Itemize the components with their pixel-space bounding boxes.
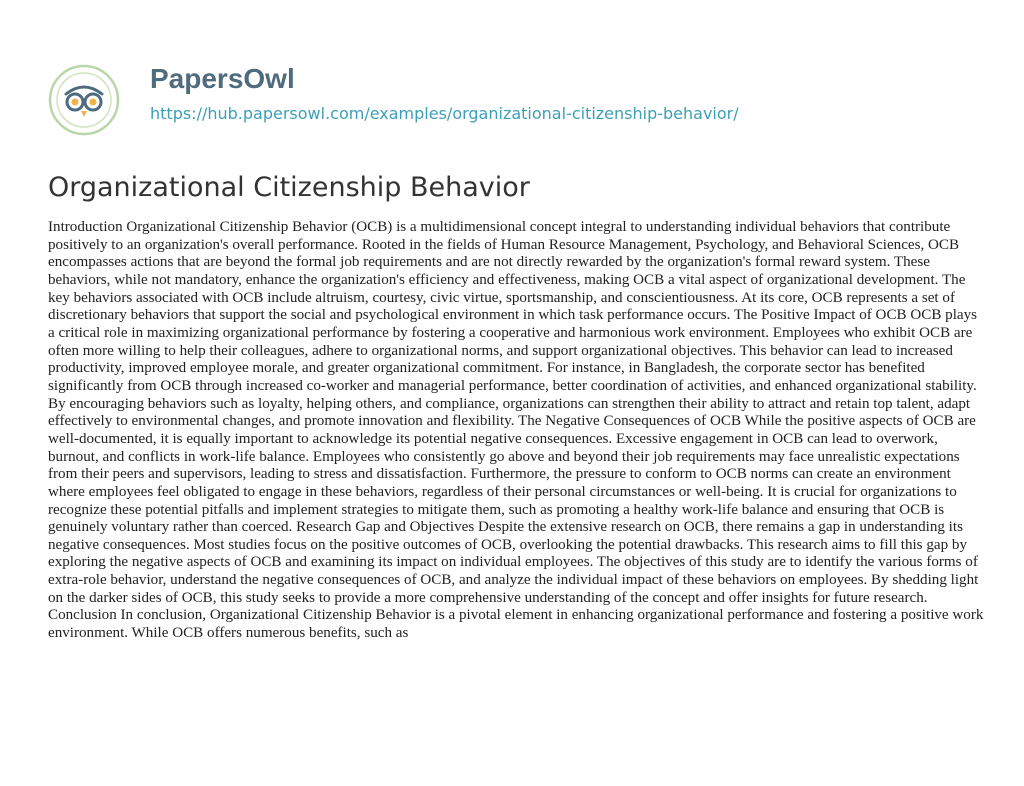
owl-logo-svg: [48, 64, 120, 136]
brand-name[interactable]: PapersOwl: [150, 63, 295, 94]
page-footer-space: [0, 764, 1024, 786]
site-header: [48, 52, 988, 142]
article-title: Organizational Citizenship Behavior: [48, 172, 530, 203]
owl-logo-icon[interactable]: [48, 64, 120, 136]
article-body: Introduction Organizational Citizenship Behavior (OCB) is a multidimensional concept integral to understanding individual behaviors that contribute positively to an organization's overall performance. Rooted in the fields of Human Resource Management, Psychology, and Behavioral Sciences, OCB encompasses actions that are beyond the formal job requirements and are not directly rewarded by the organization's formal reward system. These behaviors, while not mandatory, enhance the organization's efficiency and effectiveness, making OCB a vital aspect of organizational development. The key behaviors associated with OCB include altruism, courtesy, civic virtue, sportsmanship, and conscientiousness. At its core, OCB represents a set of discretionary behaviors that support the social and psychological environment in which task performance occurs. The Positive Impact of OCB OCB plays a critical role in maximizing organizational performance by fostering a cooperative and harmonious work environment. Employees who exhibit OCB are often more willing to help their colleagues, adhere to organizational norms, and support organizational objectives. This behavior can lead to increased productivity, improved employee morale, and greater organizational commitment. For instance, in Bangladesh, the corporate sector has benefited significantly from OCB through increased co-worker and managerial performance, better coordination of activities, and enhanced organizational stability. By encouraging behaviors such as loyalty, helping others, and compliance, organizations can strengthen their ability to attract and retain top talent, adapt effectively to environmental changes, and promote innovation and flexibility. The Negative Consequences of OCB While the positive aspects of OCB are well-documented, it is equally important to acknowledge its potential negative consequences. Excessive engagement in OCB can lead to overwork, burnout, and conflicts in work-life balance. Employees who consistently go above and beyond their job requirements may face unrealistic expectations from their peers and supervisors, leading to stress and dissatisfaction. Furthermore, the pressure to conform to OCB norms can create an environment where employees feel obligated to engage in these behaviors, regardless of their personal circumstances or well-being. It is crucial for organizations to recognize these potential pitfalls and implement strategies to mitigate them, such as promoting a healthy work-life balance and ensuring that OCB is genuinely voluntary rather than coerced. Research Gap and Objectives Despite the extensive research on OCB, there remains a gap in understanding its negative consequences. Most studies focus on the positive outcomes of OCB, overlooking the potential drawbacks. This research aims to fill this gap by exploring the negative aspects of OCB and examining its impact on individual employees. The objectives of this study are to identify the various forms of extra-role behavior, understand the negative consequences of OCB, and analyze the individual impact of these behaviors on employees. By shedding light on the darker sides of OCB, this study seeks to provide a more comprehensive understanding of the concept and offer insights for future research. Conclusion In conclusion, Organizational Citizenship Behavior is a pivotal element in enhancing organizational performance and fostering a positive work environment. While OCB offers numerous benefits, such as: [48, 219, 984, 642]
article-url-link[interactable]: https://hub.papersowl.com/examples/organizational-citizenship-behavior/: [150, 104, 739, 123]
